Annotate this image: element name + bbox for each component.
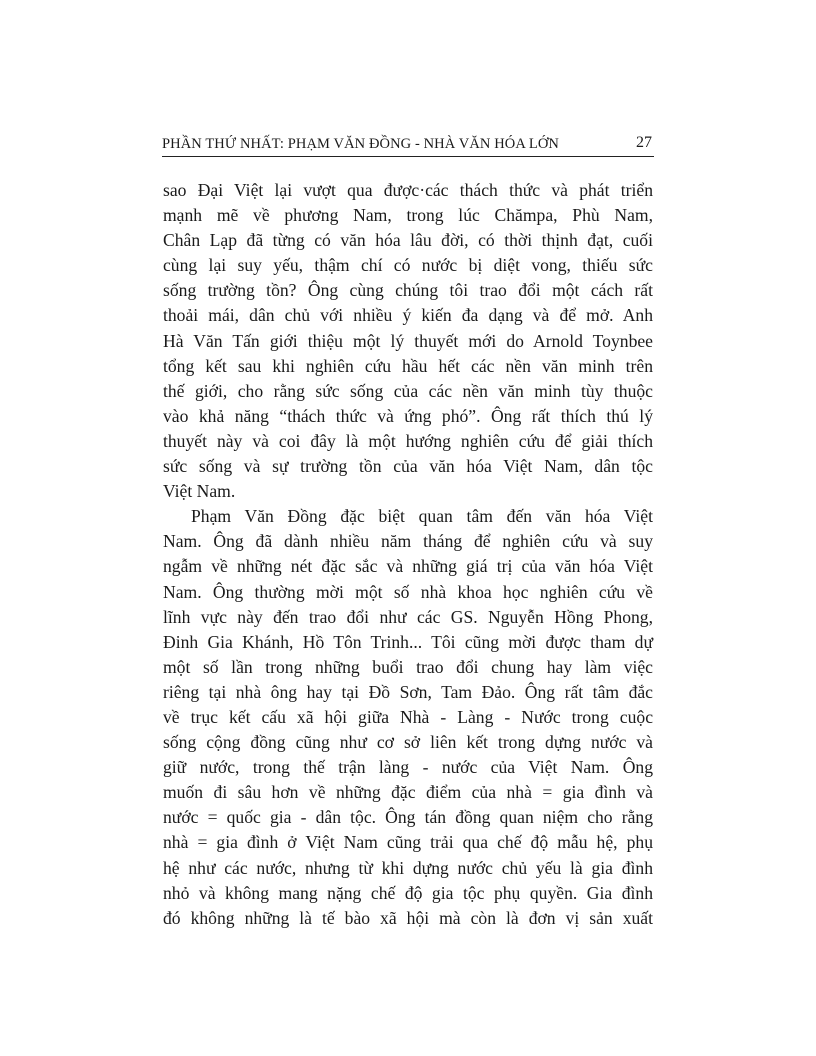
text-line: mạnh mẽ về phương Nam, trong lúc Chămpa, Phù Nam, (163, 205, 653, 226)
page-number: 27 (636, 134, 652, 151)
text-line: nhà = gia đình ở Việt Nam cũng trải qua chế độ mẫu hệ, phụ (163, 832, 653, 853)
body-text (163, 178, 653, 931)
text-line: sao Đại Việt lại vượt qua được·các thách thức và phát triển (163, 180, 653, 200)
text-line: Phạm Văn Đồng đặc biệt quan tâm đến văn hóa Việt (191, 506, 653, 527)
text-line: lĩnh vực này đến trao đổi như các GS. Nguyễn Hồng Phong, (163, 606, 653, 627)
text-line: sống trường tồn? Ông cùng chúng tôi trao đổi một cách rất (163, 280, 653, 301)
text-line: về trục kết cấu xã hội giữa Nhà - Làng - Nước trong cuộc (163, 706, 653, 727)
text-line: ngẫm về những nét đặc sắc và những giá trị của văn hóa Việt (163, 556, 653, 577)
text-line: Đinh Gia Khánh, Hồ Tôn Trinh... Tôi cũng mời được tham dự (163, 631, 653, 652)
paragraph (163, 178, 653, 504)
text-line: Chân Lạp đã từng có văn hóa lâu đời, có thời thịnh đạt, cuối (163, 230, 653, 251)
text-line: sức sống và sự trường tồn của văn hóa Việt Nam, dân tộc (163, 456, 653, 477)
text-line: thuyết này và coi đây là một hướng nghiên cứu để giải thích (163, 430, 653, 451)
text-line: một số lần trong những buổi trao đổi chung hay làm việc (163, 656, 653, 677)
text-line: cùng lại suy yếu, thậm chí có nước bị diệt vong, thiếu sức (163, 255, 653, 276)
text-line: nhỏ và không mang nặng chế độ gia tộc phụ quyền. Gia đình (163, 882, 653, 903)
text-line: hệ như các nước, nhưng từ khi dựng nước chủ yếu là gia đình (163, 857, 653, 878)
text-line: đó không những là tế bào xã hội mà còn là đơn vị sản xuất (163, 907, 653, 928)
running-title: PHẦN THỨ NHẤT: PHẠM VĂN ĐỒNG - NHÀ VĂN HÓA LỚN (162, 136, 559, 152)
text-line: nước = quốc gia - dân tộc. Ông tán đồng quan niệm cho rằng (163, 807, 653, 828)
text-line: sống cộng đồng cũng như cơ sở liên kết trong dựng nước và (163, 732, 653, 753)
text-line: giữ nước, trong thế trận làng - nước của Việt Nam. Ông (163, 757, 653, 778)
text-line: Nam. Ông thường mời một số nhà khoa học nghiên cứu về (163, 581, 653, 602)
text-line: Nam. Ông đã dành nhiều năm tháng để nghiên cứu và suy (163, 531, 653, 552)
text-line: thế giới, cho rằng sức sống của các nền văn minh tùy thuộc (163, 380, 653, 401)
paragraph (163, 504, 653, 931)
running-header (162, 134, 654, 157)
text-line: Việt Nam. (163, 481, 236, 502)
text-line: vào khả năng “thách thức và ứng phó”. Ông rất thích thú lý (163, 405, 653, 426)
text-line: tổng kết sau khi nghiên cứu hầu hết các nền văn minh trên (163, 355, 653, 376)
text-line: riêng tại nhà ông hay tại Đồ Sơn, Tam Đảo. Ông rất tâm đắc (163, 681, 653, 702)
text-line: thoải mái, dân chủ với nhiều ý kiến đa dạng và để mở. Anh (163, 305, 653, 326)
text-line: muốn đi sâu hơn về những đặc điểm của nhà = gia đình và (163, 782, 653, 803)
text-line: Hà Văn Tấn giới thiệu một lý thuyết mới do Arnold Toynbee (163, 330, 653, 351)
